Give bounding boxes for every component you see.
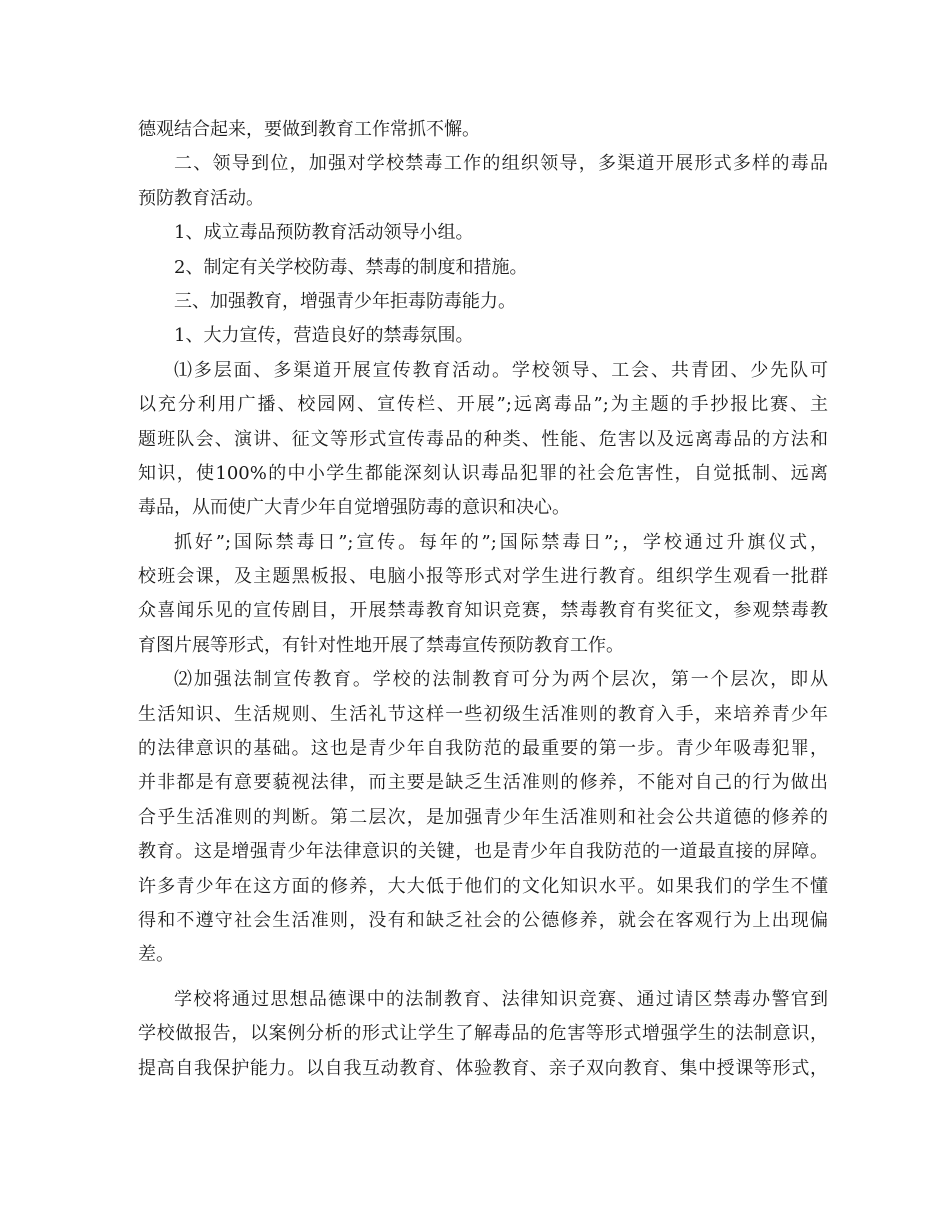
list-item: 2、制定有关学校防毒、禁毒的制度和措施。: [174, 256, 528, 278]
document-body: [138, 113, 828, 1086]
text-line: 生活知识、生活规则、生活礼节这样一些初级生活准则的教育入手，来培养青少年: [138, 703, 828, 725]
subsection-heading: 1、大力宣传，营造良好的禁毒氛围。: [174, 325, 474, 347]
text-line: 预防教育活动。: [138, 187, 264, 209]
text-line: 以充分利用广播、校园网、宣传栏、开展”;远离毒品”;为主题的手抄报比赛、主: [138, 394, 828, 416]
paragraph-first-line: ⑵加强法制宣传教育。学校的法制教育可分为两个层次，第一个层次，即从: [174, 669, 828, 691]
text-line: 众喜闻乐见的宣传剧目，开展禁毒教育知识竞赛，禁毒教育有奖征文，参观禁毒教: [138, 600, 828, 622]
text-line: 德观结合起来，要做到教育工作常抓不懈。: [138, 119, 480, 140]
text-line: 的法律意识的基础。这也是青少年自我防范的最重要的第一步。青少年吸毒犯罪，: [138, 738, 828, 760]
text-line: 知识，使100%的中小学生都能深刻认识毒品犯罪的社会危害性，自觉抵制、远离: [138, 462, 828, 484]
list-item: 1、成立毒品预防教育活动领导小组。: [174, 222, 474, 244]
text-line: 许多青少年在这方面的修养，大大低于他们的文化知识水平。如果我们的学生不懂: [138, 875, 828, 897]
text-line: 毒品，从而使广大青少年自觉增强防毒的意识和决心。: [138, 497, 570, 519]
text-line: 并非都是有意要藐视法律，而主要是缺乏生活准则的修养，不能对自己的行为做出: [138, 772, 828, 794]
text-line: 题班队会、演讲、征文等形式宣传毒品的种类、性能、危害以及远离毒品的方法和: [138, 428, 828, 450]
text-line: 差。: [138, 944, 174, 966]
text-line: 合乎生活准则的判断。第二层次，是加强青少年生活准则和社会公共道德的修养的: [138, 806, 828, 828]
text-line: 提高自我保护能力。以自我互动教育、体验教育、亲子双向教育、集中授课等形式，: [138, 1057, 828, 1079]
paragraph-first-line: ⑴多层面、多渠道开展宣传教育活动。学校领导、工会、共青团、少先队可: [174, 359, 828, 381]
section-heading: 三、加强教育，增强青少年拒毒防毒能力。: [174, 290, 516, 312]
paragraph-first-line: 抓好”;国际禁毒日”;宣传。每年的”;国际禁毒日”;，学校通过升旗仪式，: [174, 531, 828, 553]
text-line: 学校做报告，以案例分析的形式让学生了解毒品的危害等形式增强学生的法制意识，: [138, 1023, 828, 1045]
paragraph-first-line: 二、领导到位，加强对学校禁毒工作的组织领导，多渠道开展形式多样的毒品: [174, 153, 828, 175]
text-line: 育图片展等形式，有针对性地开展了禁毒宣传预防教育工作。: [138, 634, 624, 656]
text-line: 校班会课，及主题黑板报、电脑小报等形式对学生进行教育。组织学生观看一批群: [138, 566, 828, 588]
text-line: 得和不遵守社会生活准则，没有和缺乏社会的公德修养，就会在客观行为上出现偏: [138, 909, 828, 931]
text-line: 教育。这是增强青少年法律意识的关键，也是青少年自我防范的一道最直接的屏障。: [138, 841, 828, 863]
paragraph-first-line: 学校将通过思想品德课中的法制教育、法律知识竞赛、通过请区禁毒办警官到: [174, 988, 828, 1010]
